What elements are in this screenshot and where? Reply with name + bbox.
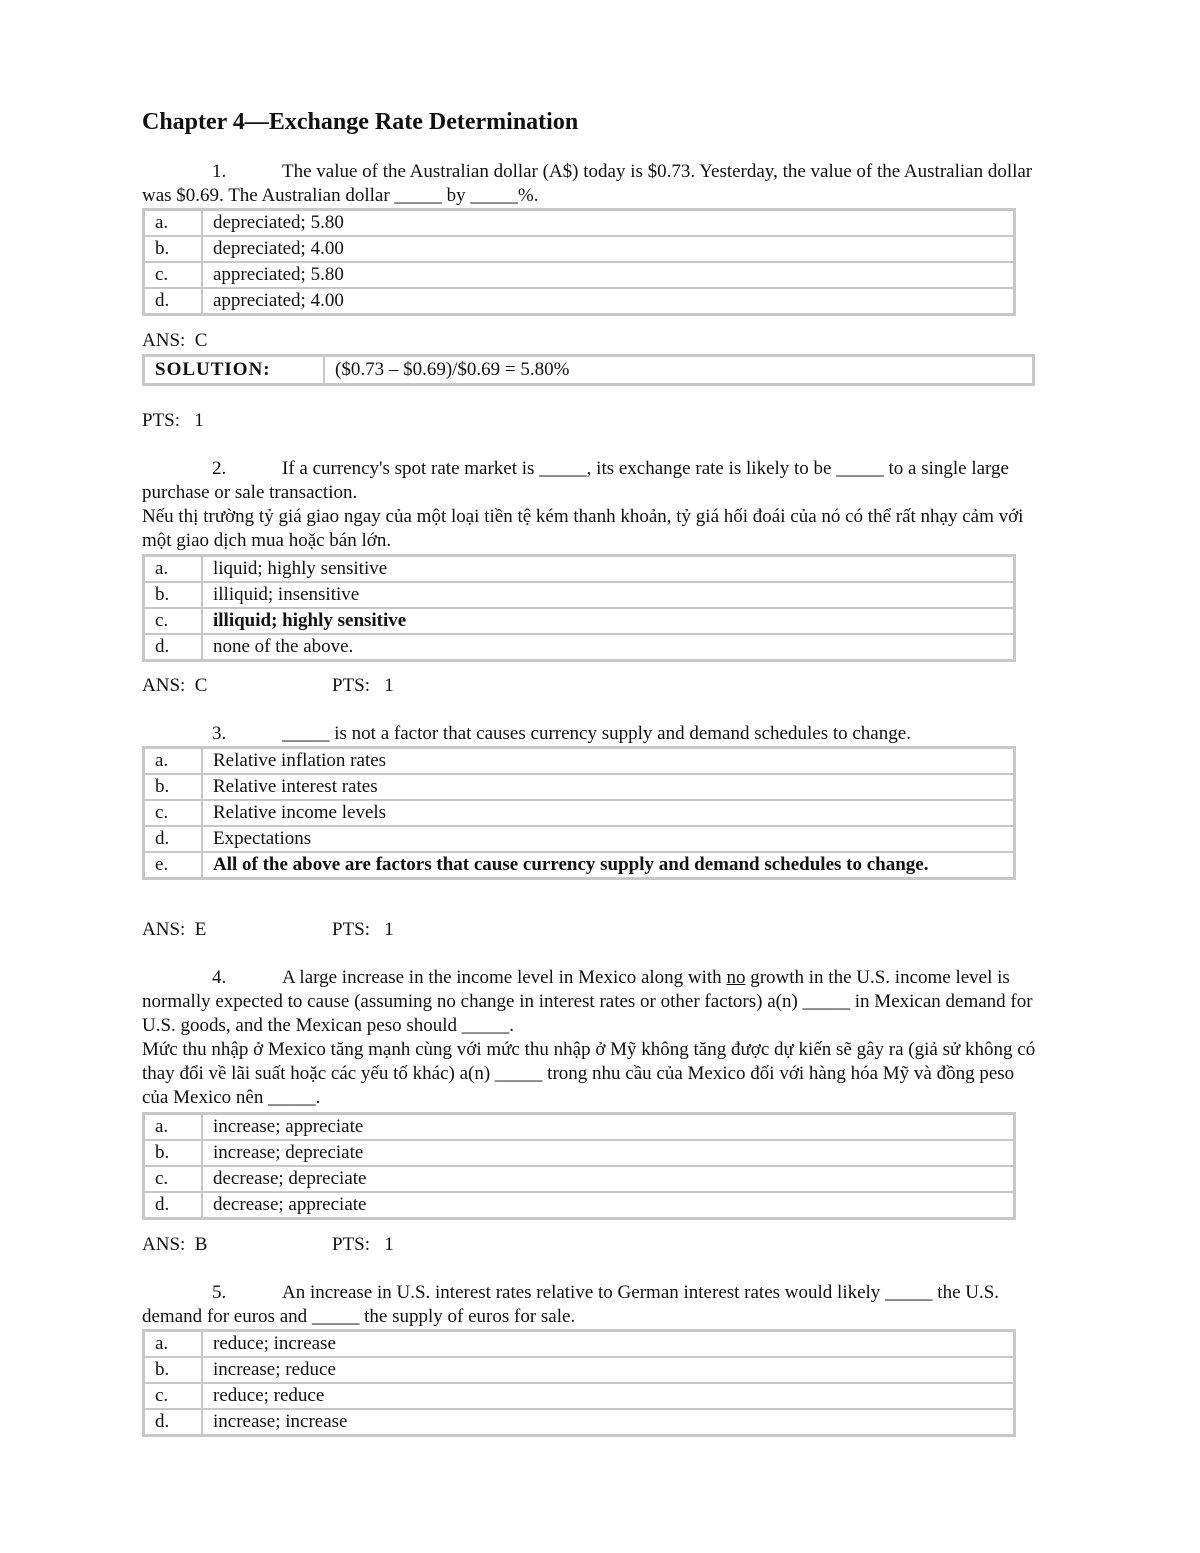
points-text: PTS: 1 bbox=[332, 1234, 394, 1255]
option-text: illiquid; highly sensitive bbox=[202, 608, 1015, 634]
question-2-stem bbox=[142, 457, 1042, 553]
question-number: 2. bbox=[212, 458, 227, 479]
option-row bbox=[144, 774, 1015, 800]
option-letter: a. bbox=[144, 748, 203, 775]
option-letter: e. bbox=[144, 852, 203, 879]
question-5-options bbox=[142, 1329, 1016, 1437]
option-letter: d. bbox=[144, 634, 203, 661]
option-letter: d. bbox=[144, 288, 203, 315]
option-row bbox=[144, 1166, 1015, 1192]
question-2-options bbox=[142, 554, 1016, 662]
question-1-options bbox=[142, 208, 1016, 316]
solution-text: ($0.73 – $0.69)/$0.69 = 5.80% bbox=[324, 356, 1034, 385]
option-text: decrease; depreciate bbox=[202, 1166, 1015, 1192]
option-letter: c. bbox=[144, 262, 203, 288]
option-letter: c. bbox=[144, 800, 203, 826]
option-letter: c. bbox=[144, 1166, 203, 1192]
option-row bbox=[144, 748, 1015, 775]
option-row bbox=[144, 582, 1015, 608]
option-text: All of the above are factors that cause currency supply and demand schedules to change. bbox=[202, 852, 1015, 879]
option-row bbox=[144, 826, 1015, 852]
option-text: increase; appreciate bbox=[202, 1114, 1015, 1141]
points-text: PTS: 1 bbox=[332, 675, 394, 696]
option-text: increase; reduce bbox=[202, 1357, 1015, 1383]
option-letter: d. bbox=[144, 826, 203, 852]
option-text: Relative inflation rates bbox=[202, 748, 1015, 775]
option-letter: b. bbox=[144, 236, 203, 262]
question-text: _____ is not a factor that causes currency supply and demand schedules to change. bbox=[282, 723, 911, 744]
question-number: 4. bbox=[212, 967, 227, 988]
answer-line bbox=[142, 674, 394, 698]
option-row bbox=[144, 1114, 1015, 1141]
question-number: 3. bbox=[212, 723, 227, 744]
question-3-stem bbox=[142, 722, 1042, 746]
option-letter: b. bbox=[144, 582, 203, 608]
question-4-options bbox=[142, 1112, 1016, 1220]
option-text: reduce; increase bbox=[202, 1331, 1015, 1358]
option-row bbox=[144, 556, 1015, 583]
points-text: PTS: 1 bbox=[332, 919, 394, 940]
question-text-underlined: no bbox=[726, 967, 746, 988]
chapter-title: Chapter 4—Exchange Rate Determination bbox=[142, 109, 579, 135]
option-text: Expectations bbox=[202, 826, 1015, 852]
option-letter: c. bbox=[144, 608, 203, 634]
option-letter: b. bbox=[144, 1357, 203, 1383]
option-letter: c. bbox=[144, 1383, 203, 1409]
question-number: 5. bbox=[212, 1282, 227, 1303]
answer-line: ANS: C bbox=[142, 330, 208, 351]
option-text: illiquid; insensitive bbox=[202, 582, 1015, 608]
question-1-stem bbox=[142, 160, 1042, 208]
answer-line bbox=[142, 1233, 394, 1257]
question-text: The value of the Australian dollar (A$) today is $0.73. Yesterday, the value of the Australian dollar was $0.69. The Australian dollar _____ by _____%. bbox=[142, 161, 1033, 206]
option-text: depreciated; 4.00 bbox=[202, 236, 1015, 262]
option-text: appreciated; 5.80 bbox=[202, 262, 1015, 288]
option-letter: d. bbox=[144, 1409, 203, 1436]
question-3-options bbox=[142, 746, 1016, 880]
option-letter: a. bbox=[144, 1114, 203, 1141]
answer-text: ANS: C bbox=[142, 675, 208, 696]
option-text: depreciated; 5.80 bbox=[202, 210, 1015, 237]
question-text: growth in the U.S. income level is normally expected to cause (assuming no change in interest rates or other factors) a(n) _____ in Mexican demand for U.S. goods, and the Mexican peso should _____. bbox=[142, 967, 1033, 1036]
option-text: decrease; appreciate bbox=[202, 1192, 1015, 1219]
option-row bbox=[144, 1383, 1015, 1409]
solution-box bbox=[142, 354, 1035, 386]
option-text: liquid; highly sensitive bbox=[202, 556, 1015, 583]
option-text: increase; increase bbox=[202, 1409, 1015, 1436]
option-letter: d. bbox=[144, 1192, 203, 1219]
option-row bbox=[144, 1409, 1015, 1436]
question-text: A large increase in the income level in Mexico along with bbox=[282, 967, 727, 988]
option-row-correct bbox=[144, 852, 1015, 879]
option-row-correct bbox=[144, 608, 1015, 634]
option-row bbox=[144, 262, 1015, 288]
solution-label: SOLUTION: bbox=[144, 356, 325, 385]
option-row bbox=[144, 1140, 1015, 1166]
option-row bbox=[144, 1192, 1015, 1219]
option-row bbox=[144, 288, 1015, 315]
option-row bbox=[144, 634, 1015, 661]
question-4-stem bbox=[142, 966, 1042, 1110]
option-text: none of the above. bbox=[202, 634, 1015, 661]
answer-text: ANS: E bbox=[142, 919, 207, 940]
question-text: If a currency's spot rate market is _____, its exchange rate is likely to be _____ to a single large purchase or sale transaction. bbox=[142, 458, 1009, 503]
points-line: PTS: 1 bbox=[142, 410, 204, 431]
option-letter: a. bbox=[144, 556, 203, 583]
option-row bbox=[144, 236, 1015, 262]
option-text: Relative interest rates bbox=[202, 774, 1015, 800]
question-text: An increase in U.S. interest rates relative to German interest rates would likely _____ the U.S. demand for euros and _____ the supply of euros for sale. bbox=[142, 1282, 1000, 1327]
option-text: reduce; reduce bbox=[202, 1383, 1015, 1409]
option-letter: b. bbox=[144, 1140, 203, 1166]
question-text-vietnamese: Nếu thị trường tỷ giá giao ngay của một loại tiền tệ kém thanh khoản, tỷ giá hối đoái của nó có thể rất nhạy cảm với một giao dịch mua hoặc bán lớn. bbox=[142, 506, 1024, 551]
option-letter: a. bbox=[144, 1331, 203, 1358]
question-5-stem bbox=[142, 1281, 1042, 1329]
answer-text: ANS: B bbox=[142, 1234, 208, 1255]
option-letter: a. bbox=[144, 210, 203, 237]
option-row bbox=[144, 1357, 1015, 1383]
answer-line bbox=[142, 918, 394, 942]
option-text: increase; depreciate bbox=[202, 1140, 1015, 1166]
option-text: appreciated; 4.00 bbox=[202, 288, 1015, 315]
option-text: Relative income levels bbox=[202, 800, 1015, 826]
option-row bbox=[144, 210, 1015, 237]
question-number: 1. bbox=[212, 161, 227, 182]
option-letter: b. bbox=[144, 774, 203, 800]
question-text-vietnamese: Mức thu nhập ở Mexico tăng mạnh cùng với mức thu nhập ở Mỹ không tăng được dự kiến sẽ gây ra (giả sử không có thay đổi về lãi suất hoặc các yếu tố khác) a(n) _____ trong nhu cầu của Mexico đối với hàng hóa Mỹ và đồng peso của Mexico nên _____. bbox=[142, 1039, 1036, 1108]
option-row bbox=[144, 1331, 1015, 1358]
option-row bbox=[144, 800, 1015, 826]
